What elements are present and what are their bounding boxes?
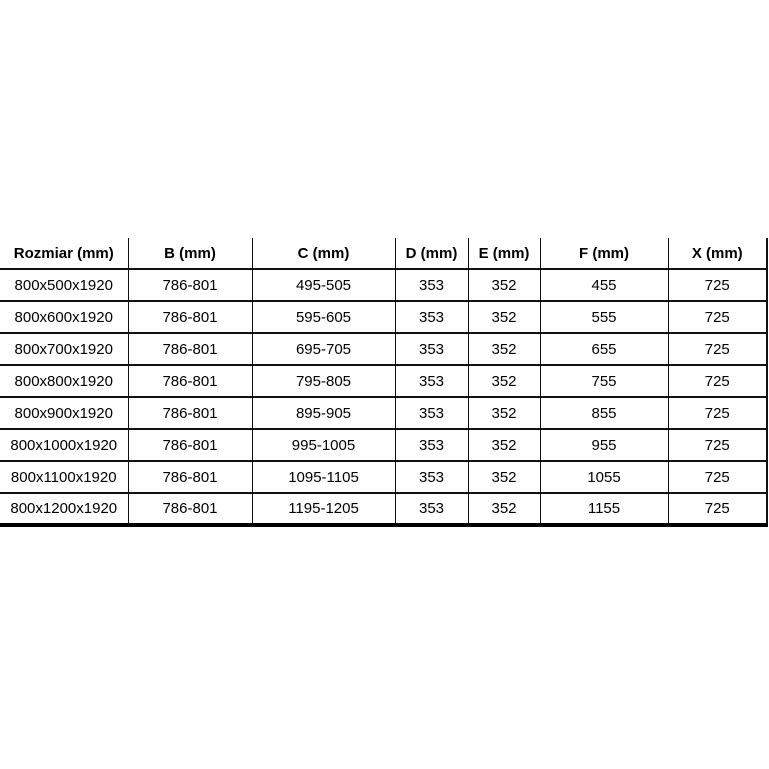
table-cell: 786-801: [128, 429, 252, 461]
table-cell: 725: [668, 429, 767, 461]
table-cell: 352: [468, 301, 540, 333]
table-row: [0, 429, 767, 461]
table-cell: 786-801: [128, 461, 252, 493]
column-header-x: X (mm): [668, 238, 767, 269]
table-cell: 800x1100x1920: [0, 461, 128, 493]
table-cell: 353: [395, 493, 468, 525]
table-cell: 352: [468, 397, 540, 429]
table-row: [0, 397, 767, 429]
table-cell: 786-801: [128, 365, 252, 397]
table-cell: 955: [540, 429, 668, 461]
table-cell: 786-801: [128, 269, 252, 301]
dimensions-table-container: [0, 238, 768, 527]
table-cell: 353: [395, 429, 468, 461]
table-cell: 353: [395, 333, 468, 365]
table-cell: 800x500x1920: [0, 269, 128, 301]
table-cell: 352: [468, 493, 540, 525]
table-cell: 352: [468, 269, 540, 301]
table-cell: 1155: [540, 493, 668, 525]
table-header: [0, 238, 767, 269]
table-row: [0, 301, 767, 333]
table-cell: 795-805: [252, 365, 395, 397]
table-cell: 1195-1205: [252, 493, 395, 525]
table-cell: 352: [468, 333, 540, 365]
table-cell: 786-801: [128, 493, 252, 525]
column-header-c: C (mm): [252, 238, 395, 269]
column-header-f: F (mm): [540, 238, 668, 269]
table-cell: 725: [668, 365, 767, 397]
table-cell: 353: [395, 461, 468, 493]
table-cell: 800x700x1920: [0, 333, 128, 365]
table-cell: 455: [540, 269, 668, 301]
table-body: [0, 269, 767, 525]
table-cell: 800x1200x1920: [0, 493, 128, 525]
table-cell: 352: [468, 461, 540, 493]
table-cell: 786-801: [128, 397, 252, 429]
table-cell: 800x900x1920: [0, 397, 128, 429]
table-cell: 352: [468, 365, 540, 397]
table-cell: 855: [540, 397, 668, 429]
table-cell: 800x1000x1920: [0, 429, 128, 461]
column-header-rozmiar: Rozmiar (mm): [0, 238, 128, 269]
table-cell: 725: [668, 461, 767, 493]
table-cell: 725: [668, 301, 767, 333]
table-cell: 353: [395, 365, 468, 397]
table-cell: 755: [540, 365, 668, 397]
table-row: [0, 461, 767, 493]
table-cell: 786-801: [128, 333, 252, 365]
table-cell: 1055: [540, 461, 668, 493]
table-cell: 595-605: [252, 301, 395, 333]
table-cell: 895-905: [252, 397, 395, 429]
table-row: [0, 493, 767, 525]
table-cell: 495-505: [252, 269, 395, 301]
table-cell: 725: [668, 333, 767, 365]
table-cell: 725: [668, 269, 767, 301]
table-cell: 695-705: [252, 333, 395, 365]
table-cell: 1095-1105: [252, 461, 395, 493]
table-cell: 786-801: [128, 301, 252, 333]
table-cell: 800x800x1920: [0, 365, 128, 397]
table-cell: 725: [668, 493, 767, 525]
column-header-b: B (mm): [128, 238, 252, 269]
table-cell: 995-1005: [252, 429, 395, 461]
table-cell: 353: [395, 301, 468, 333]
dimensions-table: [0, 238, 768, 527]
table-cell: 555: [540, 301, 668, 333]
table-cell: 725: [668, 397, 767, 429]
table-cell: 655: [540, 333, 668, 365]
table-cell: 352: [468, 429, 540, 461]
header-row: [0, 238, 767, 269]
table-row: [0, 333, 767, 365]
table-cell: 353: [395, 269, 468, 301]
table-row: [0, 269, 767, 301]
column-header-e: E (mm): [468, 238, 540, 269]
table-row: [0, 365, 767, 397]
table-cell: 800x600x1920: [0, 301, 128, 333]
table-cell: 353: [395, 397, 468, 429]
column-header-d: D (mm): [395, 238, 468, 269]
